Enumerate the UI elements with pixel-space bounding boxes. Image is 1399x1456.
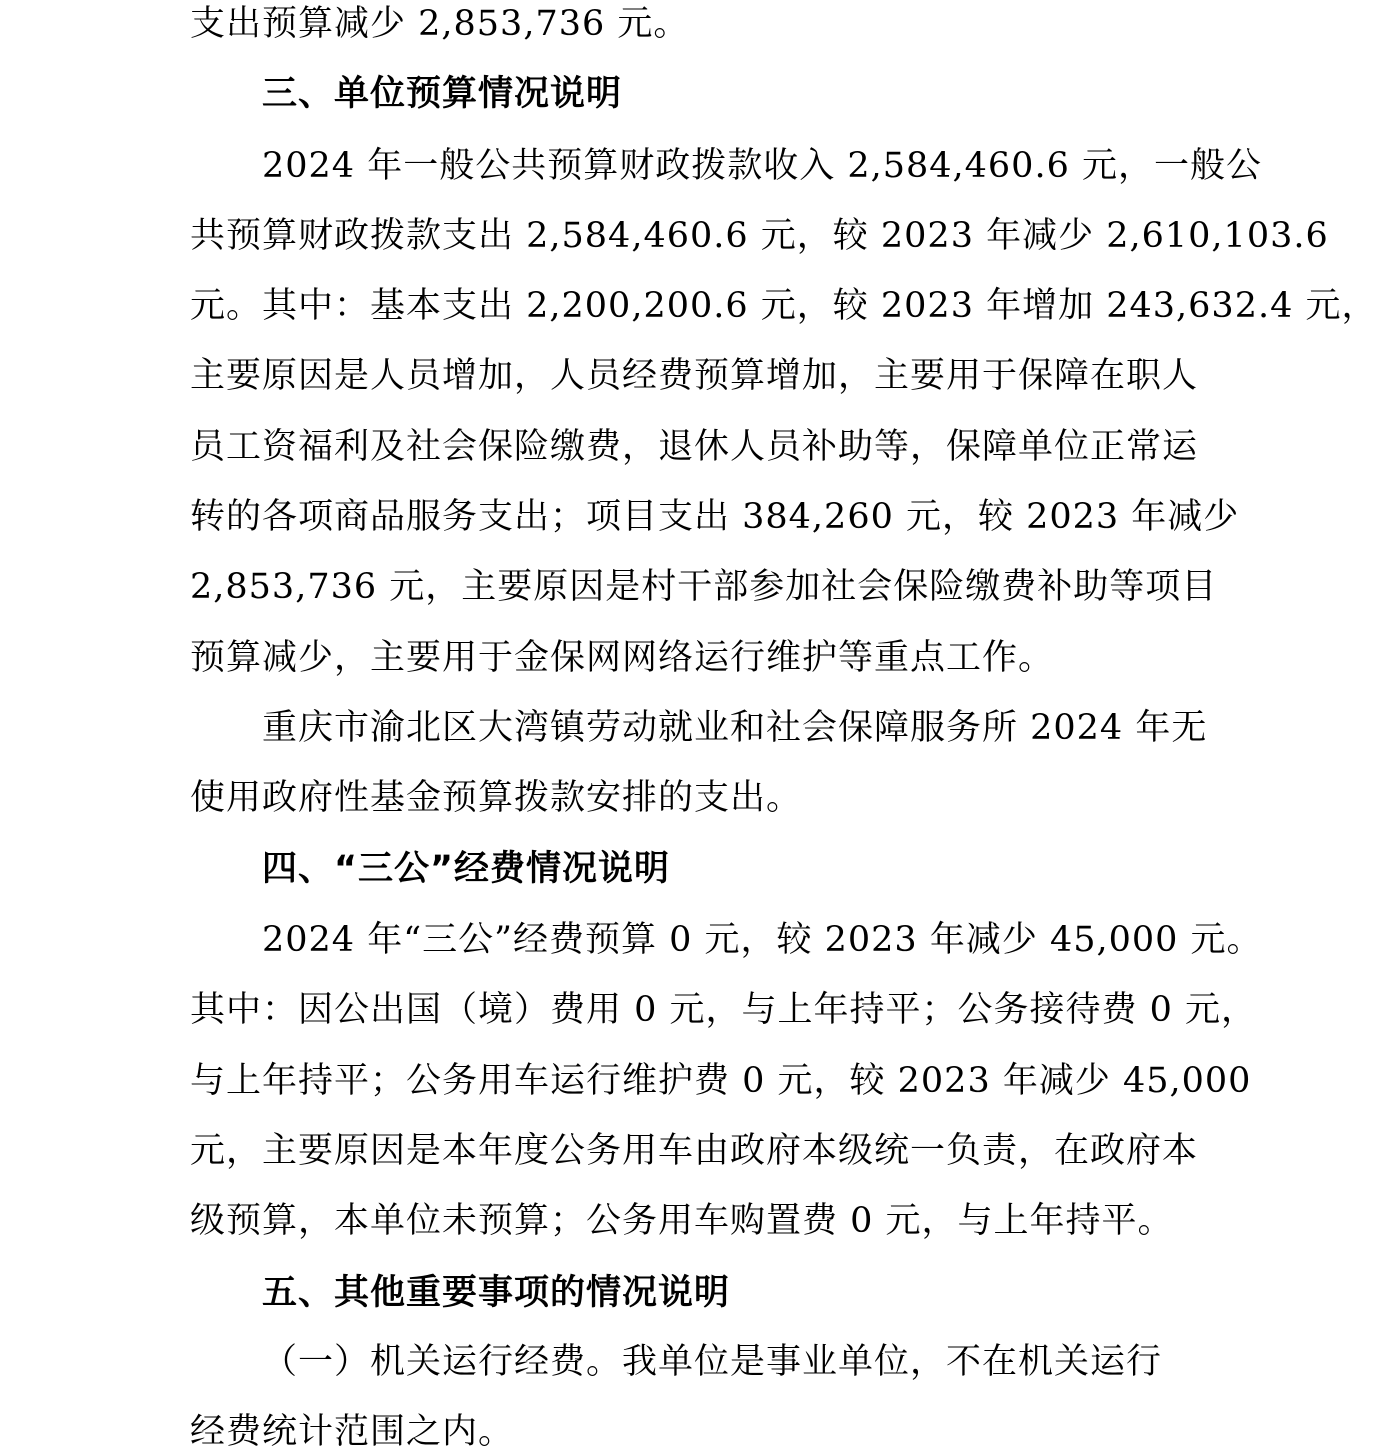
paragraph-line: 2,853,736 元，主要原因是村干部参加社会保险缴费补助等项目 (190, 567, 1218, 607)
paragraph-line: 2024 年一般公共预算财政拨款收入 2,584,460.6 元，一般公 (262, 146, 1262, 186)
paragraph-line: 预算减少，主要用于金保网网络运行维护等重点工作。 (190, 638, 1055, 678)
paragraph-line: 员工资福利及社会保险缴费，退休人员补助等，保障单位正常运 (190, 427, 1199, 467)
paragraph-line: （一）机关运行经费。我单位是事业单位，不在机关运行 (262, 1342, 1163, 1382)
paragraph-line: 元，主要原因是本年度公务用车由政府本级统一负责，在政府本 (190, 1131, 1199, 1171)
paragraph-line: 经费统计范围之内。 (190, 1412, 515, 1452)
section-heading-5: 五、其他重要事项的情况说明 (262, 1273, 731, 1313)
paragraph-line: 级预算，本单位未预算；公务用车购置费 0 元，与上年持平。 (190, 1201, 1174, 1241)
paragraph-line: 与上年持平；公务用车运行维护费 0 元，较 2023 年减少 45,000 (190, 1061, 1252, 1101)
paragraph-line: 重庆市渝北区大湾镇劳动就业和社会保障服务所 2024 年无 (262, 708, 1208, 748)
section-heading-3: 三、单位预算情况说明 (262, 74, 623, 114)
paragraph-line: 元。其中：基本支出 2,200,200.6 元，较 2023 年增加 243,632.4 元， (190, 286, 1378, 326)
paragraph-line: 主要原因是人员增加，人员经费预算增加，主要用于保障在职人 (190, 356, 1199, 396)
paragraph-line: 转的各项商品服务支出；项目支出 384,260 元，较 2023 年减少 (190, 497, 1240, 537)
paragraph-line: 支出预算减少 2,853,736 元。 (190, 4, 690, 44)
paragraph-line: 其中：因公出国（境）费用 0 元，与上年持平；公务接待费 0 元， (190, 990, 1258, 1030)
paragraph-line: 2024 年“三公”经费预算 0 元，较 2023 年减少 45,000 元。 (262, 920, 1263, 960)
paragraph-line: 使用政府性基金预算拨款安排的支出。 (190, 778, 803, 818)
paragraph-line: 共预算财政拨款支出 2,584,460.6 元，较 2023 年减少 2,610,103.6 (190, 216, 1329, 256)
section-heading-4: 四、“三公”经费情况说明 (262, 849, 671, 889)
